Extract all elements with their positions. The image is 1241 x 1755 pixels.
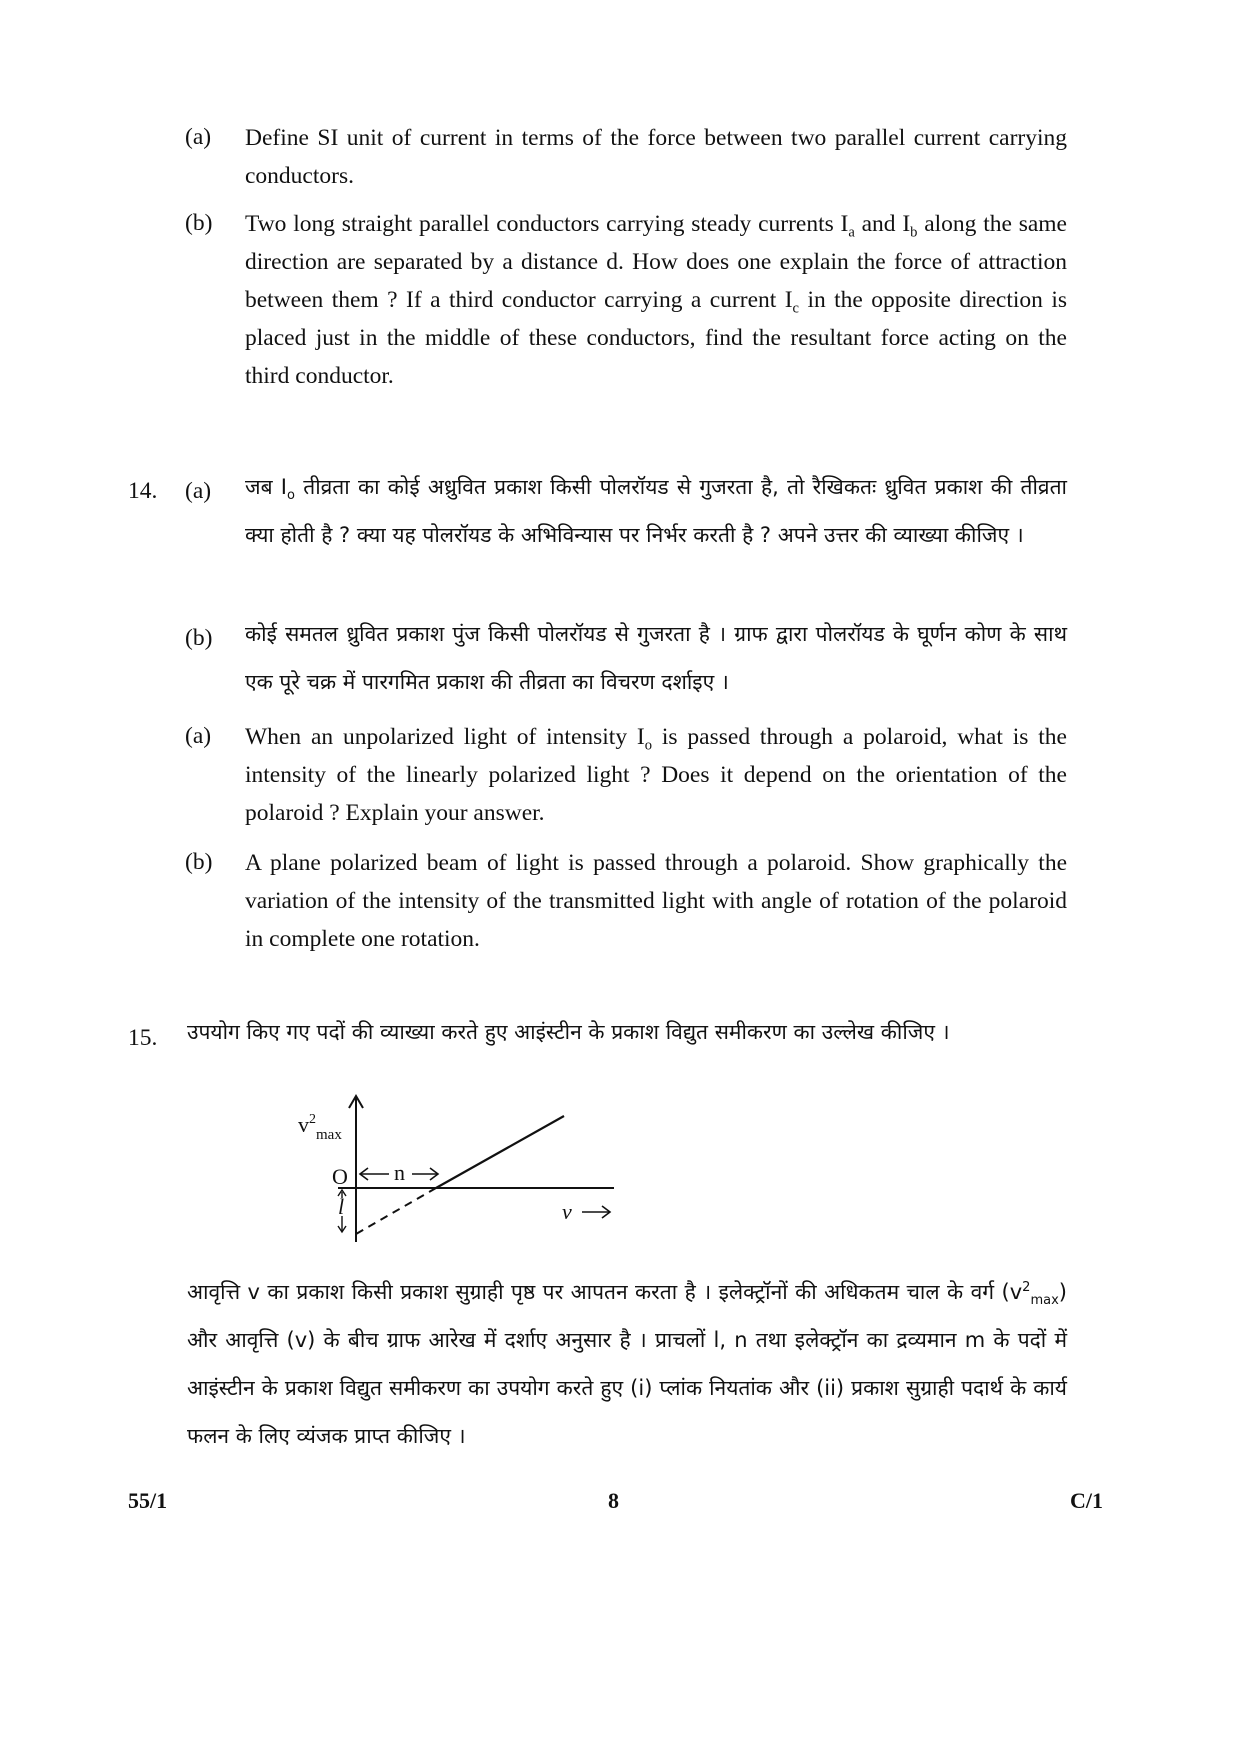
q14-hi-b-label: (b) xyxy=(185,625,213,651)
origin-label: O xyxy=(332,1164,348,1189)
q14-hi-a-label: (a) xyxy=(185,478,212,504)
page-number: 8 xyxy=(608,1488,619,1513)
graph-line xyxy=(436,1116,564,1188)
neg-intercept-label: l xyxy=(338,1194,345,1219)
q14-en-a-text: When an unpolarized light of intensity $I_o$ is passed through a polaroid, what is the intensity of the linearly polarized light ? Does it depend on the orientation of the polaroid ? Explain your answer. xyxy=(245,724,1067,826)
q13-a-label: (a) xyxy=(185,124,212,150)
footer-code: 55/1 xyxy=(128,1488,168,1513)
q14-en-a-label: (a) xyxy=(185,723,212,749)
y-axis-label: $v^2_{max}$ xyxy=(298,1112,342,1143)
q15-hi-body: आवृत्ति v का प्रकाश किसी प्रकाश सुग्राही पृष्ठ पर आपतन करता है । इलेक्ट्रॉनों की अधिकतम चाल के वर्ग $(v^2_{max})$ और आवृत्ति (v) के बीच ग्राफ आरेख में दर्शाए अनुसार है । प्राचलों l, n तथा इलेक्ट्रॉन का द्रव्यमान m के पदों में आइंस्टीन के प्रकाश विद्युत समीकरण का उपयोग करते हुए (i) प्लांक नियतांक और (ii) प्रकाश सुग्राही पदार्थ के कार्य फलन के लिए व्यंजक प्राप्त कीजिए । xyxy=(187,1280,1067,1448)
graph-line-extrapolated xyxy=(356,1188,436,1234)
q13-a-text: Define SI unit of current in terms of the force between two parallel current carrying conductors. xyxy=(245,125,1067,189)
q14-hi-a-text: जब $I_o$ तीव्रता का कोई अध्रुवित प्रकाश किसी पोलरॉयड से गुजरता है, तो रैखिकतः ध्रुवित प्रकाश की तीव्रता क्या होती है ? क्या यह पोलरॉयड के अभिविन्यास पर निर्भर करती है ? अपने उत्तर की व्याख्या कीजिए । xyxy=(245,475,1067,547)
q14-number: 14. xyxy=(128,478,158,504)
intercept-label: n xyxy=(394,1160,405,1185)
q13-b-text: Two long straight parallel conductors carrying steady currents $I_a$ and $I_b$ along the same direction are separated by a distance d. How does one explain the force of attraction between them ? If a third conductor carrying a current $I_c$ in the opposite direction is placed just in the middle of these conductors, find the resultant force acting on the third conductor. xyxy=(245,211,1067,389)
footer-set: C/1 xyxy=(1070,1488,1103,1513)
x-axis-label: v xyxy=(562,1199,572,1224)
q14-en-b-text: A plane polarized beam of light is passed through a polaroid. Show graphically the variation of the intensity of the transmitted light with angle of rotation of the polaroid in complete one rotation. xyxy=(245,850,1067,952)
q14-en-b-label: (b) xyxy=(185,849,213,875)
q14-hi-b-text: कोई समतल ध्रुवित प्रकाश पुंज किसी पोलरॉयड से गुजरता है । ग्राफ द्वारा पोलरॉयड के घूर्णन कोण के साथ एक पूरे चक्र में पारगमित प्रकाश की तीव्रता का विचरण दर्शाइए । xyxy=(245,622,1067,694)
photoelectric-graph xyxy=(296,1092,616,1262)
q15-number: 15. xyxy=(128,1025,158,1051)
q13-b-label: (b) xyxy=(185,210,213,236)
q15-hi-intro: उपयोग किए गए पदों की व्याख्या करते हुए आइंस्टीन के प्रकाश विद्युत समीकरण का उल्लेख कीजिए । xyxy=(187,1020,950,1044)
